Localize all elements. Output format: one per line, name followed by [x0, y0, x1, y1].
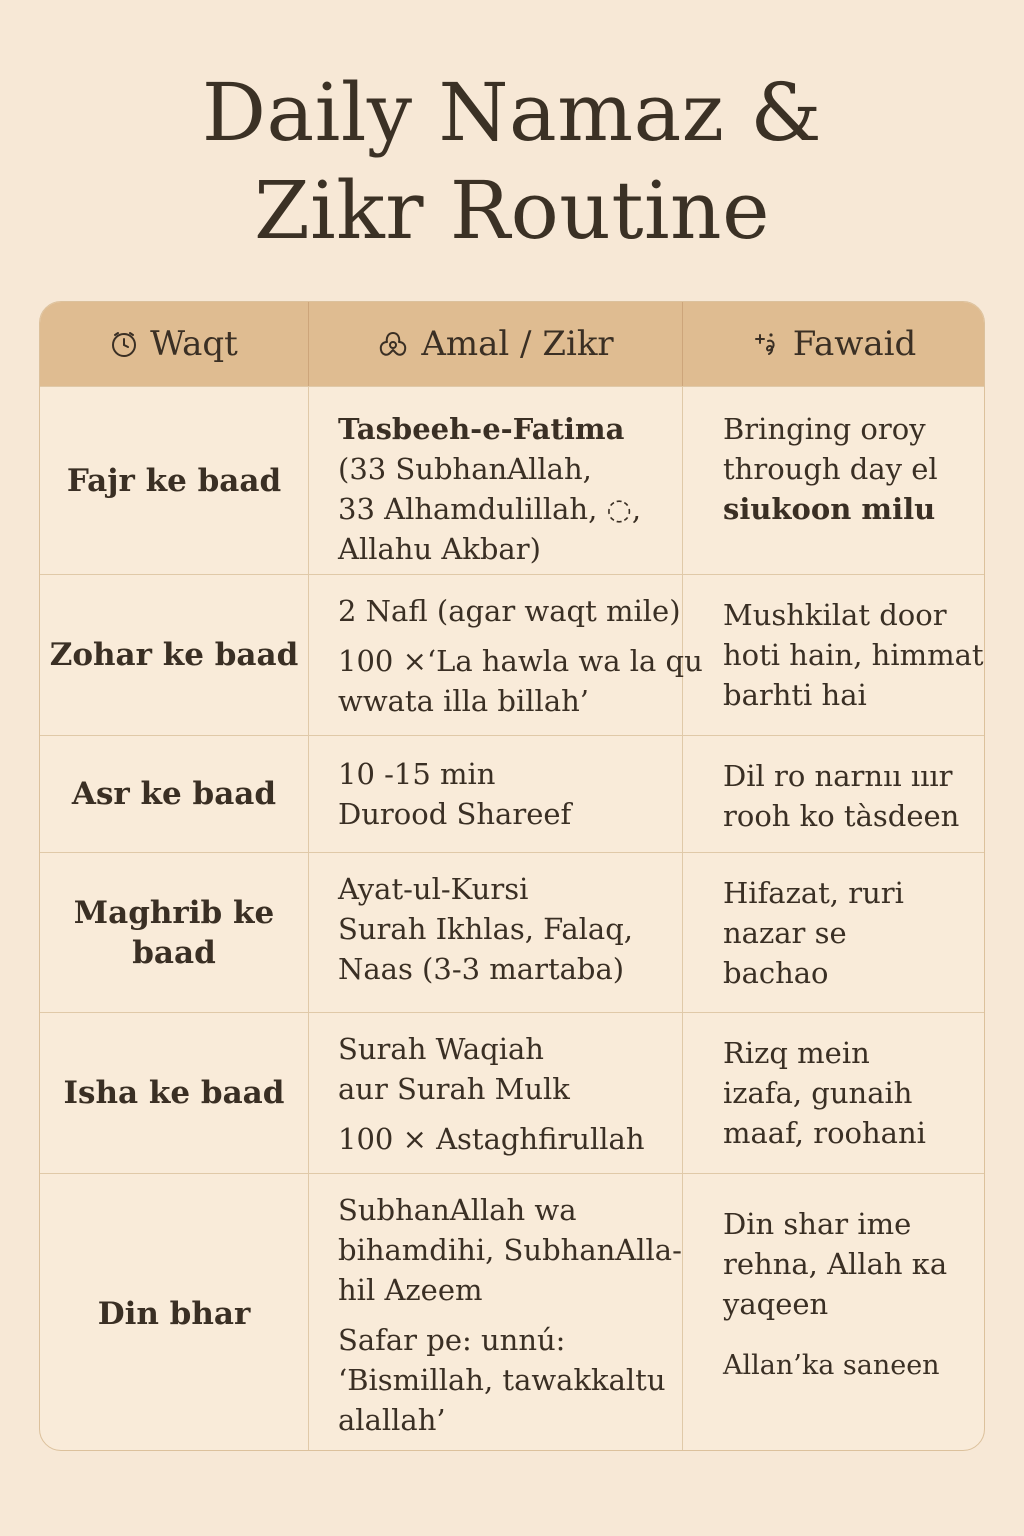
fawaid-line: Din shar ime: [723, 1207, 912, 1241]
amal-line: hil Azeem: [338, 1273, 483, 1307]
amal-cell: [309, 1174, 683, 1451]
table-row: [40, 387, 984, 575]
waqt-cell: Zohar ke baad: [40, 575, 309, 735]
amal-line: Durood Shareef: [338, 797, 572, 831]
table-row: [40, 736, 984, 853]
amal-cell: [309, 1013, 683, 1173]
fawaid-line: nazar se: [723, 916, 847, 950]
amal-line: ‘Bismillah, tawakkaltu: [338, 1363, 666, 1397]
fawaid-cell: [683, 387, 984, 574]
fawaid-line: through day el: [723, 452, 938, 486]
amal-line: Surah Ikhlas, Falaq,: [338, 912, 633, 946]
amal-line: 2 Nafl (agar waqt mile): [338, 594, 681, 628]
fawaid-line: Bringing oroy: [723, 412, 926, 446]
amal-line: Allahu Akbar): [338, 532, 541, 566]
amal-line: 100 × Astaghfirullah: [338, 1122, 645, 1156]
fawaid-line: Mushkilat door: [723, 598, 947, 632]
amal-cell: [309, 387, 683, 574]
fawaid-line: bachao: [723, 956, 829, 990]
amal-line: Naas (3-3 martaba): [338, 952, 625, 986]
amal-cell: [309, 853, 683, 1012]
waqt-cell: Isha ke baad: [40, 1013, 309, 1173]
hands-icon: [377, 329, 409, 359]
waqt-cell: Din bhar: [40, 1174, 309, 1451]
fawaid-line: rooh ko tàsdeen: [723, 799, 960, 833]
fawaid-line: barhti hai: [723, 678, 867, 712]
fawaid-line: Dil ro narnıı ııır: [723, 759, 953, 793]
amal-cell: [309, 575, 703, 735]
amal-line: Tasbeeh-e-Fatima: [338, 412, 625, 446]
waqt-cell: Maghrib ke baad: [40, 853, 309, 1012]
header-amal-label: Amal / Zikr: [421, 324, 614, 364]
header-waqt-label: Waqt: [150, 324, 238, 364]
amal-line: aur Surah Mulk: [338, 1072, 570, 1106]
amal-line: 33 Alhamdulillah, ◌,: [338, 492, 642, 526]
table-header: [40, 302, 984, 387]
amal-cell: [309, 736, 683, 852]
table-row: [40, 853, 984, 1013]
header-amal: [309, 302, 683, 386]
amal-line: SubhanAllah wa: [338, 1193, 577, 1227]
header-fawaid-label: Fawaid: [792, 324, 917, 364]
waqt-cell: Asr ke baad: [40, 736, 309, 852]
clock-icon: [110, 330, 138, 358]
fawaid-line: Hifazat, ruri: [723, 876, 904, 910]
amal-line: alallah’: [338, 1403, 446, 1437]
header-fawaid: [683, 302, 984, 386]
fawaid-line: maaf, roohani: [723, 1116, 926, 1150]
fawaid-line: Rizq mein: [723, 1036, 870, 1070]
fawaid-line: Allan’ka saneen: [723, 1350, 940, 1381]
amal-line: wwata illa billah’: [338, 684, 590, 718]
fawaid-cell: [683, 853, 984, 1012]
page-title: [0, 64, 1024, 260]
fawaid-line: siukoon milu: [723, 492, 936, 526]
table-row: [40, 575, 984, 736]
amal-line: (33 SubhanAllah,: [338, 452, 592, 486]
amal-line: bihamdihi, SubhanAlla-: [338, 1233, 682, 1267]
amal-line: Surah Waqiah: [338, 1032, 544, 1066]
fawaid-line: rehna, Allah κa: [723, 1247, 948, 1281]
fawaid-line: izafa, gunaih: [723, 1076, 913, 1110]
routine-table: [39, 301, 985, 1451]
header-waqt: [40, 302, 309, 386]
amal-line: 100 ×‘La hawla wa la qu: [338, 644, 703, 678]
title-line-2: Zikr Routine: [254, 164, 770, 257]
fawaid-cell: [683, 736, 984, 852]
fawaid-line: yaqeen: [723, 1287, 829, 1321]
fawaid-cell: [683, 575, 985, 735]
title-line-1: Daily Namaz &: [201, 66, 823, 159]
table-row: [40, 1174, 984, 1451]
amal-line: Ayat-ul-Kursi: [338, 872, 529, 906]
amal-line: 10 -15 min: [338, 757, 496, 791]
amal-line: Safar pe: unnú:: [338, 1323, 566, 1357]
waqt-cell: Fajr ke baad: [40, 387, 309, 574]
fawaid-line: hoti hain, himmat: [723, 638, 984, 672]
fawaid-cell: [683, 1013, 984, 1173]
sparkle-icon: [751, 329, 781, 359]
fawaid-cell: [683, 1174, 984, 1451]
table-row: [40, 1013, 984, 1174]
